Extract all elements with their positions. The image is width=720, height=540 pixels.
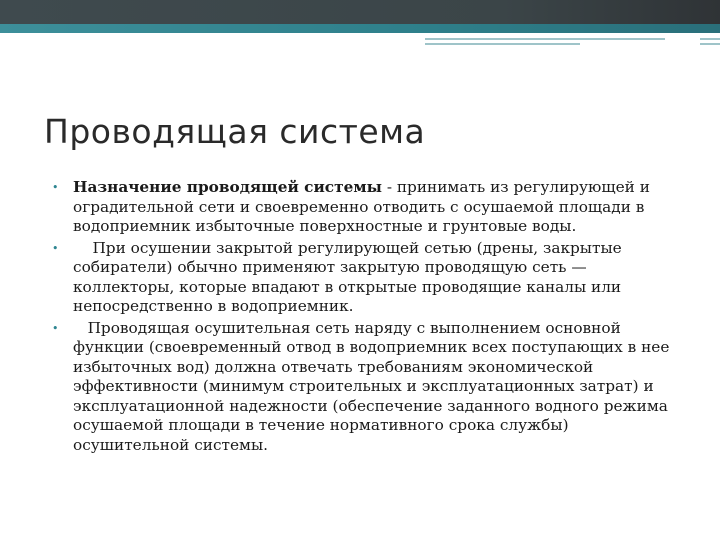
header-dark-band — [0, 0, 720, 24]
header-teal-band — [0, 24, 720, 33]
header-accent-line — [700, 43, 720, 45]
header-accent-line — [425, 38, 665, 40]
bullet-marker-icon: • — [52, 181, 59, 194]
bullet-text: При осушении закрытой регулирующей сетью (дрены, закрытые собиратели) обычно применяют закрытую проводящую сеть — коллекторы, которые впадают в открытые проводящие каналы или непосредственно в водоприемник. — [73, 238, 622, 315]
header-accent-line — [425, 43, 580, 45]
bullet-marker-icon: • — [52, 241, 59, 255]
bullet-bold-lead: Назначение проводящей системы — [73, 178, 382, 196]
bullet-marker-icon: • — [52, 321, 59, 335]
slide-bullet-list — [52, 178, 682, 457]
bullet-text: Проводящая осушительная сеть наряду с выполнением основной функции (своевременный отвод в водоприемник всех поступающих в нее избыточных вод) должна отвечать требованиям экономической эффективности (минимум строительных и эксплуатационных затрат) и эксплуатационной надежности (обеспечение заданного водного режима осушаемой площади в течение нормативного срока службы) осушительной системы. — [73, 318, 670, 454]
bullet-item-requirements — [52, 319, 682, 456]
bullet-item-closed-network — [52, 239, 682, 317]
header-accent-line — [700, 38, 720, 40]
slide-title: Проводящая система — [44, 112, 426, 151]
bullet-text: - принимать из регулирующей и оградительной сети и своевременно отводить с осушаемой площади в водоприемник избыточные поверхностные и грунтовые воды. — [73, 178, 650, 235]
bullet-item-purpose — [52, 178, 682, 237]
